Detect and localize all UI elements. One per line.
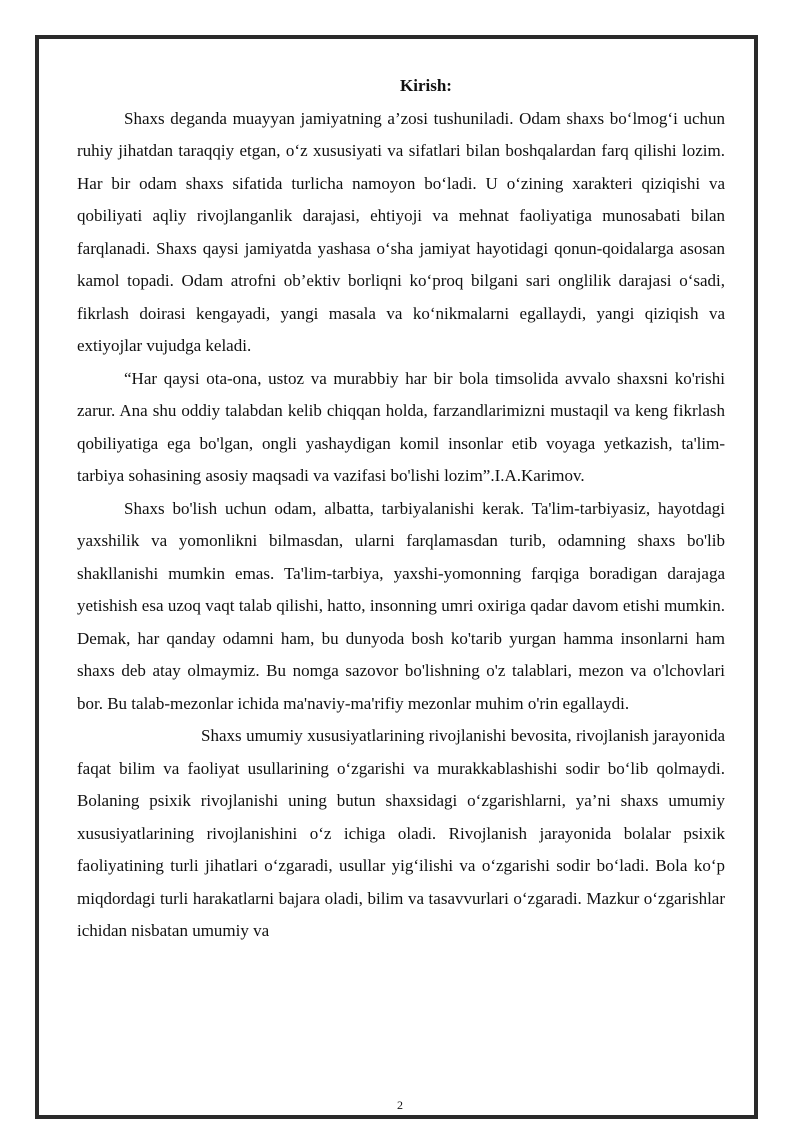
paragraph-1: Shaxs deganda muayyan jamiyatning a’zosi tushuniladi. Odam shaxs bo‘lmog‘i uchun ruhiy jihatdan taraqqiy etgan, o‘z xususiyati va sifatlari bilan boshqalardan farq qilishi lozim. Har bir odam shaxs sifatida turlicha namoyon bo‘ladi. U o‘zining xarakteri qiziqishi va qobiliyati aqliy rivojlanganlik darajasi, ehtiyoji va mehnat faoliyatiga munosabati bilan farqlanadi. Shaxs qaysi jamiyatda yashasa o‘sha jamiyat hayotidagi qonun-qoidalarga asosan kamol topadi. Odam atrofni ob’ektiv borliqni ko‘proq bilgani sari onglilik darajasi o‘sadi, fikrlash doirasi kengayadi, yangi masala va ko‘nikmalarni egallaydi, yangi qiziqish va extiyojlar vujudga keladi. bbox=[77, 108, 725, 355]
document-body bbox=[77, 70, 725, 948]
page-number: 2 bbox=[397, 1098, 403, 1112]
document-title: Kirish: bbox=[400, 76, 452, 95]
paragraph-3: Shaxs bo'lish uchun odam, albatta, tarbiyalanishi kerak. Ta'lim-tarbiyasiz, hayotdagi yaxshilik va yomonlikni bilmasdan, ularni farqlamasdan turib, odamning shaxs bo'lib shakllanishi mumkin emas. Ta'lim-tarbiya, yaxshi-yomonning farqiga boradigan darajaga yetishish esa uzoq vaqt talab qilishi, hatto, insonning umri oxiriga qadar davom etishi mumkin. Demak, har qanday odamni ham, bu dunyoda bosh ko'tarib yurgan hamma insonlarni ham shaxs deb atay olmaymiz. Bu nomga sazovor bo'lishning o'z talablari, mezon va o'lchovlari bor. Bu talab-mezonlar ichida ma'naviy-ma'rifiy mezonlar muhim o'rin egallaydi. bbox=[77, 498, 725, 713]
paragraph-4: Shaxs umumiy xususiyatlarining rivojlanishi bevosita, rivojlanish jarayonida faqat bilim va faoliyat usullarining o‘zgarishi va murakkablashishi sodir bo‘lib qolmaydi. Bolaning psixik rivojlanishi uning butun shaxsidagi o‘zgarishlarni, ya’ni shaxs umumiy xususiyatlarining rivojlanishini o‘z ichiga oladi. Rivojlanish jarayonida bolalar psixik faoliyatining turli jihatlari o‘zgaradi, usullar yig‘ilishi va o‘zgarishi sodir bo‘ladi. Bola ko‘p miqdordagi turli harakatlarni bajara oladi, bilim va tasavvurlari o‘zgaradi. Mazkur o‘zgarishlar ichidan nisbatan umumiy va bbox=[77, 726, 725, 940]
paragraph-2-quote: “Har qaysi ota-ona, ustoz va murabbiy har bir bola timsolida avvalo shaxsni ko'rishi zarur. Ana shu oddiy talabdan kelib chiqqan holda, farzandlarimizni mustaqil va keng fikrlash qobiliyatiga ega bo'lgan, ongli yashaydigan komil insonlar etib voyaga yetkazish, ta'lim-tarbiya sohasining asosiy maqsadi va vazifasi bo'lishi lozim”.I.A.Karimov. bbox=[77, 368, 725, 485]
